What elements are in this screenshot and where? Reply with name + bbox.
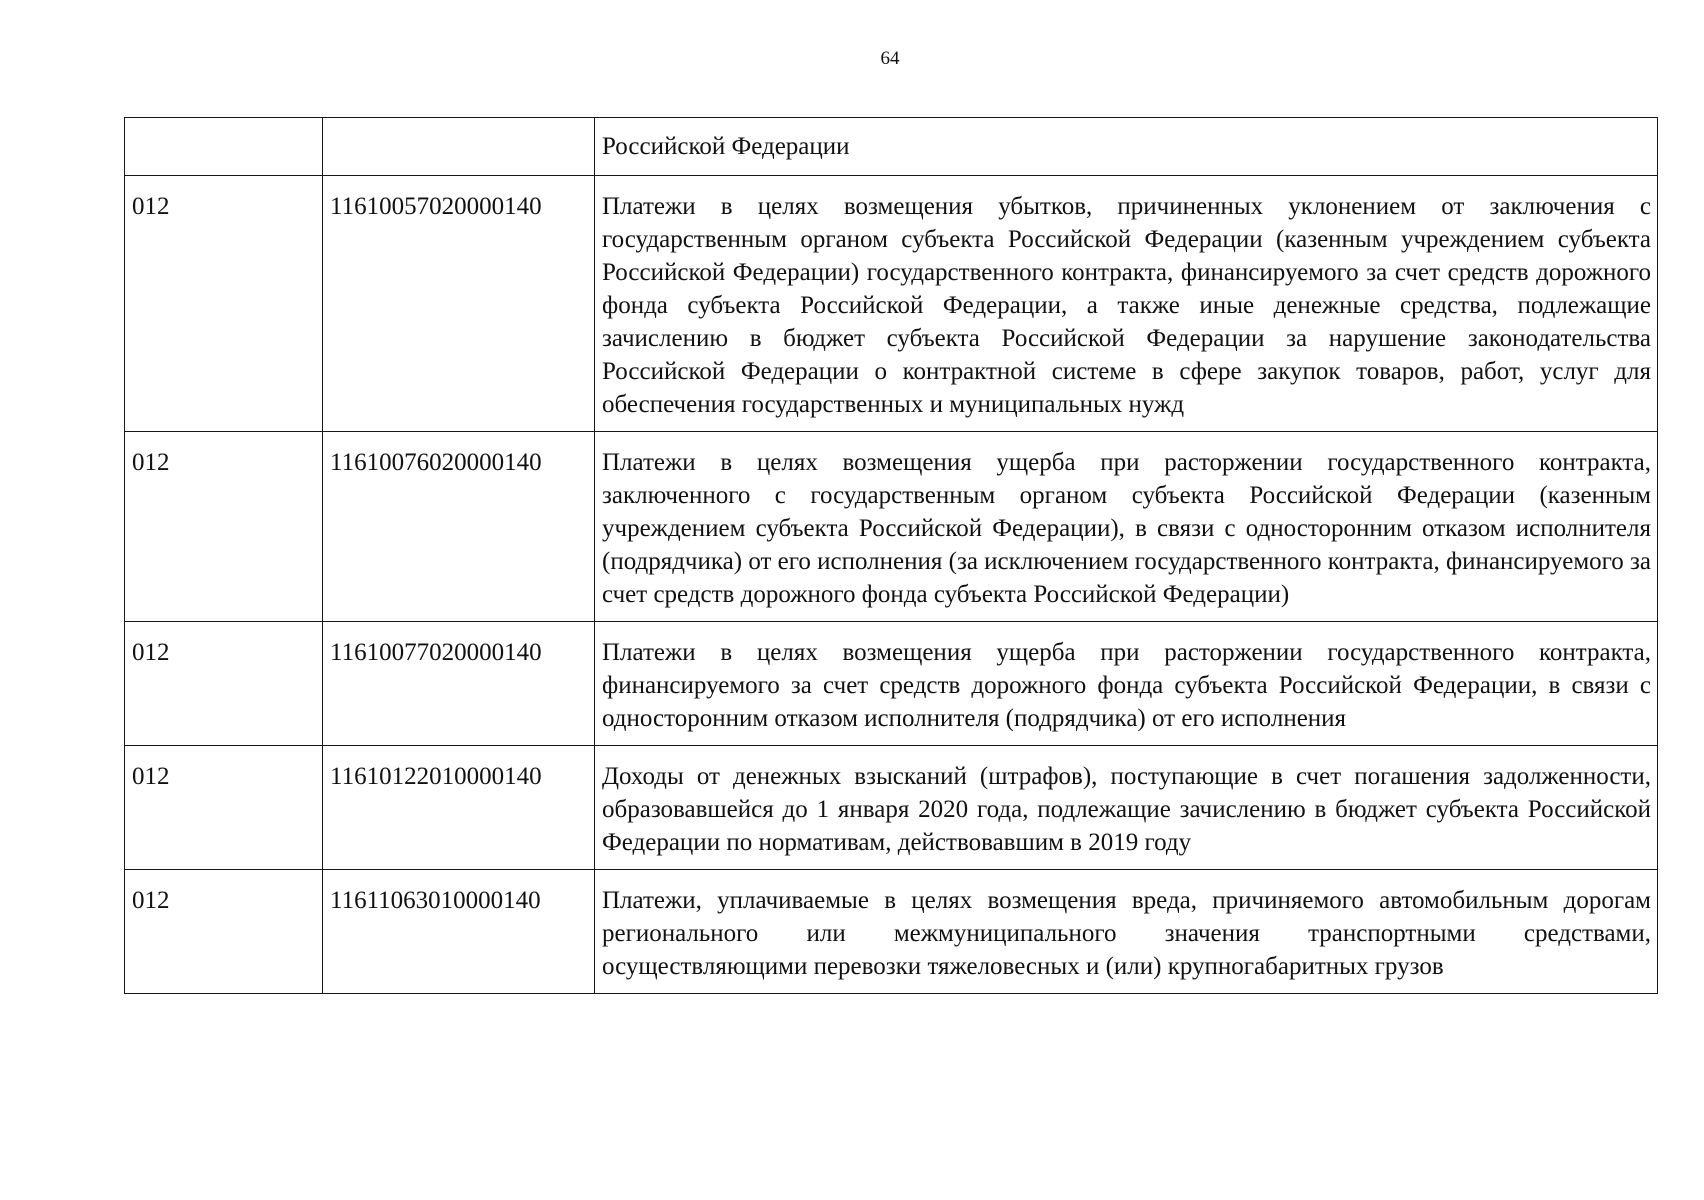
table-row bbox=[125, 432, 1658, 622]
admin-code-cell: 012 bbox=[125, 432, 323, 622]
admin-code-cell bbox=[125, 118, 323, 176]
description-cell: Платежи, уплачиваемые в целях возмещения вреда, причиняемого автомобильным дорогам регионального или межмуниципального значения транспортными средствами, осуществляющими перевозки тяжеловесных и (или) крупногабаритных грузов bbox=[595, 870, 1658, 994]
page-number: 64 bbox=[880, 48, 900, 69]
kbk-code-cell: 11611063010000140 bbox=[323, 870, 595, 994]
admin-code-cell: 012 bbox=[125, 176, 323, 432]
revenue-codes-table bbox=[124, 117, 1658, 994]
kbk-code-cell: 11610076020000140 bbox=[323, 432, 595, 622]
kbk-code-cell: 11610122010000140 bbox=[323, 746, 595, 870]
admin-code-cell: 012 bbox=[125, 870, 323, 994]
table-row bbox=[125, 118, 1658, 176]
description-cell: Платежи в целях возмещения ущерба при расторжении государственного контракта, финансируемого за счет средств дорожного фонда субъекта Российской Федерации, в связи с односторонним отказом исполнителя (подрядчика) от его исполнения bbox=[595, 622, 1658, 746]
table-row bbox=[125, 746, 1658, 870]
admin-code-cell: 012 bbox=[125, 746, 323, 870]
description-cell: Доходы от денежных взысканий (штрафов), поступающие в счет погашения задолженности, образовавшейся до 1 января 2020 года, подлежащие зачислению в бюджет субъекта Российской Федерации по нормативам, действовавшим в 2019 году bbox=[595, 746, 1658, 870]
table-row bbox=[125, 870, 1658, 994]
admin-code-cell: 012 bbox=[125, 622, 323, 746]
kbk-code-cell bbox=[323, 118, 595, 176]
description-cell: Платежи в целях возмещения убытков, причиненных уклонением от заключения с государственным органом субъекта Российской Федерации (казенным учреждением субъекта Российской Федерации) государственного контракта, финансируемого за счет средств дорожного фонда субъекта Российской Федерации, а также иные денежные средства, подлежащие зачислению в бюджет субъекта Российской Федерации за нарушение законодательства Российской Федерации о контрактной системе в сфере закупок товаров, работ, услуг для обеспечения государственных и муниципальных нужд bbox=[595, 176, 1658, 432]
table-row bbox=[125, 622, 1658, 746]
table-row bbox=[125, 176, 1658, 432]
description-cell: Платежи в целях возмещения ущерба при расторжении государственного контракта, заключенного с государственным органом субъекта Российской Федерации (казенным учреждением субъекта Российской Федерации), в связи с односторонним отказом исполнителя (подрядчика) от его исполнения (за исключением государственного контракта, финансируемого за счет средств дорожного фонда субъекта Российской Федерации) bbox=[595, 432, 1658, 622]
kbk-code-cell: 11610077020000140 bbox=[323, 622, 595, 746]
description-cell: Российской Федерации bbox=[595, 118, 1658, 176]
kbk-code-cell: 11610057020000140 bbox=[323, 176, 595, 432]
